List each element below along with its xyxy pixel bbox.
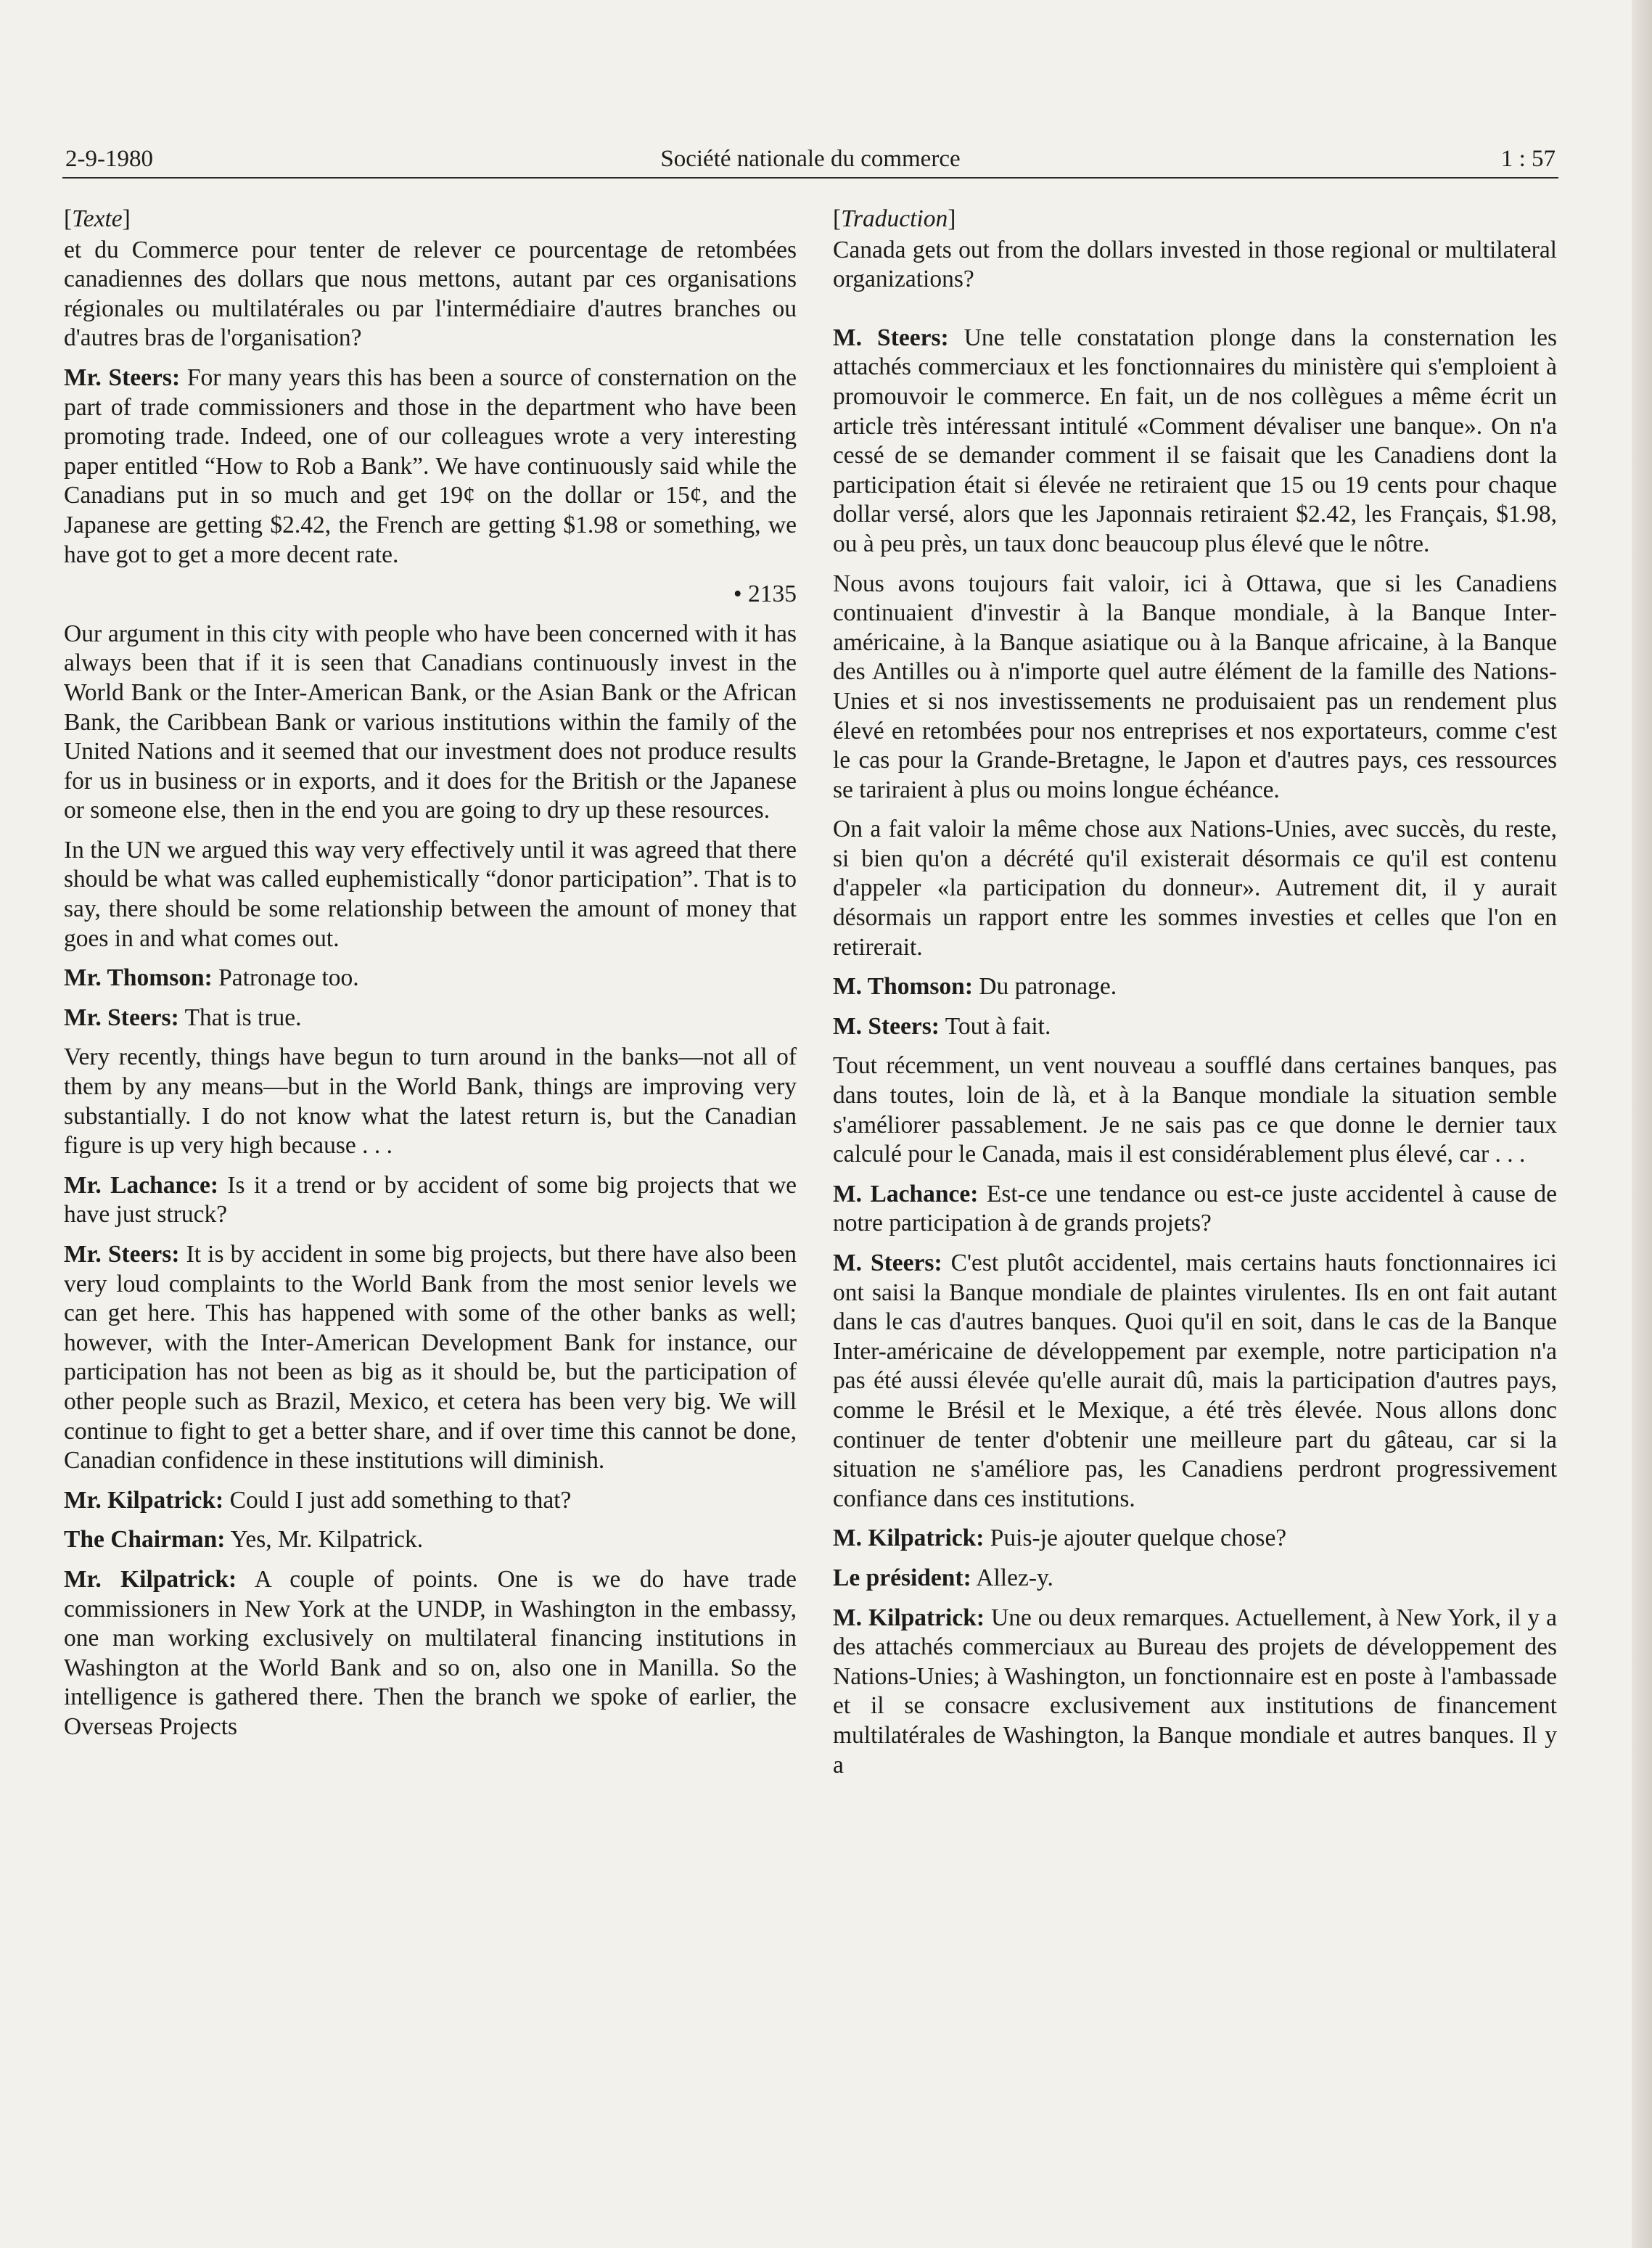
speaker-name: M. Steers: [833, 324, 949, 351]
speech: Mr. Steers: It is by accident in some big projects, but there have also been very loud complaints to the World Bank from the most senior levels we can get here. This has happened with some of the other banks as well; however, with the Inter-American Development Bank for instance, our participation has not been as big as it should be, but the participation of other people such as Brazil, Mexico, et cetera has been very big. We will continue to fight to get a better share, and if over time this cannot be done, Canadian confidence in these institutions will diminish. [64, 1241, 797, 1474]
speech: The Chairman: Yes, Mr. Kilpatrick. [64, 1526, 424, 1554]
speaker-name: M. Kilpatrick: [833, 1525, 985, 1552]
speaker-name: Mr. Steers: [64, 1004, 179, 1031]
time-marker: • 2135 [733, 581, 797, 608]
paragraph: et du Commerce pour tenter de relever ce pourcentage de retombées canadiennes des dollars que nous mettons, autant par ces organisations régionales ou multilatérales ou par l'intermédiaire d'autres branches ou d'autres bras de l'organisation? [64, 236, 797, 352]
speaker-name: Mr. Steers: [64, 364, 181, 391]
speaker-name: Mr. Thomson: [64, 964, 213, 992]
speaker-name: M. Lachance: [833, 1180, 979, 1207]
paragraph: Very recently, things have begun to turn around in the banks—not all of them by any means—but in the World Bank, things are improving very substantially. I do not know what the latest return is, but the Canadian figure is up very high because . . . [64, 1043, 797, 1160]
speech: Mr. Thomson: Patronage too. [64, 964, 359, 992]
speech: M. Kilpatrick: Une ou deux remarques. Actuellement, à New York, il y a des attachés commerciaux au Bureau des projets de développement des Nations-Unies; à Washington, un fonctionnaire est en poste à l'ambassade et il se consacre exclusivement aux institutions de financement multilatérales de Washington, la Banque mondiale et autres banques. Il y a [833, 1604, 1557, 1779]
header-page-number: 1 : 57 [1500, 146, 1556, 172]
speaker-name: Mr. Kilpatrick: [64, 1565, 237, 1593]
speech: M. Steers: Tout à fait. [833, 1012, 1051, 1040]
speech: M. Steers: C'est plutôt accidentel, mais certains hauts fonctionnaires ici ont saisi la Banque mondiale de plaintes virulentes. Ils en ont fait autant dans le cas d'autres banques. Quoi qu'il en soit, dans le cas de la Banque Inter-américaine de développement par exemple, notre participation n'a pas été aussi élevée qu'elle aurait dû, mais la participation d'autres pays, comme le Brésil et le Mexique, a été très élevée. Nous allons donc continuer de tenter d'obtenir une meilleure part du gâteau, car si la situation ne s'améliore pas, les Canadiens perdront progressivement confiance dans ces institutions. [833, 1250, 1557, 1512]
speech: M. Lachance: Est-ce une tendance ou est-ce juste accidentel à cause de notre participation à de grands projets? [833, 1180, 1557, 1237]
speech: M. Steers: Une telle constatation plonge dans la consternation les attachés commerciaux et les fonctionnaires du ministère qui s'emploient à promouvoir le commerce. En fait, un de nos collègues a même écrit un article très intéressant intitulé «Comment dévaliser une banque». On n'a cessé de se demander comment il se faisait que les Canadiens dont la participation était si élevée ne retiraient que 15 ou 19 cents pour chaque dollar versé, alors que les Japonnais retiraient $2.42, les Français, $1.98, ou à peu près, un taux donc beaucoup plus élevé que le nôtre. [833, 324, 1557, 557]
speaker-name: Le président: [833, 1564, 971, 1591]
speaker-name: The Chairman: [64, 1526, 226, 1554]
speech: M. Kilpatrick: Puis-je ajouter quelque chose? [833, 1525, 1287, 1552]
speaker-name: M. Steers: [833, 1250, 942, 1276]
right-column-french [833, 205, 1557, 1790]
section-tag: [Texte] [64, 205, 131, 232]
speaker-name: M. Thomson: [833, 973, 973, 1001]
paragraph: Our argument in this city with people who have been concerned with it has always been that if it is seen that Canadians continuously invest in the World Bank or the Inter-American Bank, or the Asian Bank or the African Bank, the Caribbean Bank or various institutions within the family of the United Nations and it seemed that our investment does not produce results for us in business or in exports, and it does for the British or the Japanese or someone else, then in the end you are going to dry up these resources. [64, 620, 797, 824]
speech: Mr. Steers: For many years this has been a source of consternation on the part of trade commissioners and those in the department who have been promoting trade. Indeed, one of our colleagues wrote a very interesting paper entitled “How to Rob a Bank”. We have continuously said while the Canadians put in so much and get 19¢ on the dollar or 15¢, and the Japanese are getting $2.42, the French are getting $1.98 or something, we have got to get a more decent rate. [64, 364, 797, 568]
speaker-name: Mr. Lachance: [64, 1171, 219, 1199]
paragraph: Tout récemment, un vent nouveau a soufflé dans certaines banques, pas dans toutes, loin de là, et à la Banque mondiale la situation semble s'améliorer passablement. Je ne sais pas ce que donne le dernier taux calculé pour le Canada, mais il est considérablement plus élevé, car . . . [833, 1052, 1557, 1168]
paragraph: In the UN we argued this way very effectively until it was agreed that there should be what was called euphemistically “donor participation”. That is to say, there should be some relationship between the amount of money that goes in and what comes out. [64, 836, 797, 952]
speaker-name: Mr. Kilpatrick: [64, 1486, 224, 1514]
speaker-name: Mr. Steers: [64, 1241, 180, 1268]
speaker-name: M. Kilpatrick: [833, 1604, 985, 1631]
speech: Mr. Kilpatrick: A couple of points. One is we do have trade commissioners in New York at the UNDP, in Washington in the embassy, one man working exclusively on multilateral financing institutions in Washington at the World Bank and so on, also one in Manilla. So the intelligence is gathered there. Then the branch we spoke of earlier, the Overseas Projects [64, 1565, 797, 1740]
speech: Mr. Kilpatrick: Could I just add something to that? [64, 1486, 572, 1514]
left-column-english [64, 205, 797, 1752]
speech: Le président: Allez-y. [833, 1564, 1053, 1591]
header-title: Société nationale du commerce [660, 146, 961, 172]
speaker-name: M. Steers: [833, 1012, 940, 1040]
running-header [62, 135, 1558, 179]
header-date: 2-9-1980 [65, 146, 153, 172]
paragraph: Nous avons toujours fait valoir, ici à Ottawa, que si les Canadiens continuaient d'investir à la Banque mondiale, à la Banque Inter-américaine, à la Banque asiatique ou à la Banque africaine, à la Banque des Antilles ou à n'importe quel autre élément de la famille des Nations-Unies et si nos investissements ne produisaient pas un rendement plus élevé en retombées pour nos entreprises et nos exportateurs, comme c'est le cas pour la Grande-Bretagne, le Japon et d'autres pays, ces ressources se tariraient à plus ou moins longue échéance. [833, 570, 1557, 803]
paragraph: On a fait valoir la même chose aux Nations-Unies, avec succès, du reste, si bien qu'on a décrété qu'il existerait désormais ce qu'il est contenu d'appeler «la participation du donneur». Autrement dit, il y aurait désormais un rapport entre les sommes investies et celles que l'on en retirerait. [833, 816, 1557, 961]
speech: Mr. Steers: That is true. [64, 1004, 302, 1031]
speech: Mr. Lachance: Is it a trend or by accident of some big projects that we have just struck? [64, 1171, 797, 1228]
page-edge [1632, 0, 1652, 2248]
paragraph: Canada gets out from the dollars invested in those regional or multilateral organizations? [833, 236, 1557, 293]
section-tag: [Traduction] [833, 205, 956, 232]
speech: M. Thomson: Du patronage. [833, 973, 1117, 1001]
